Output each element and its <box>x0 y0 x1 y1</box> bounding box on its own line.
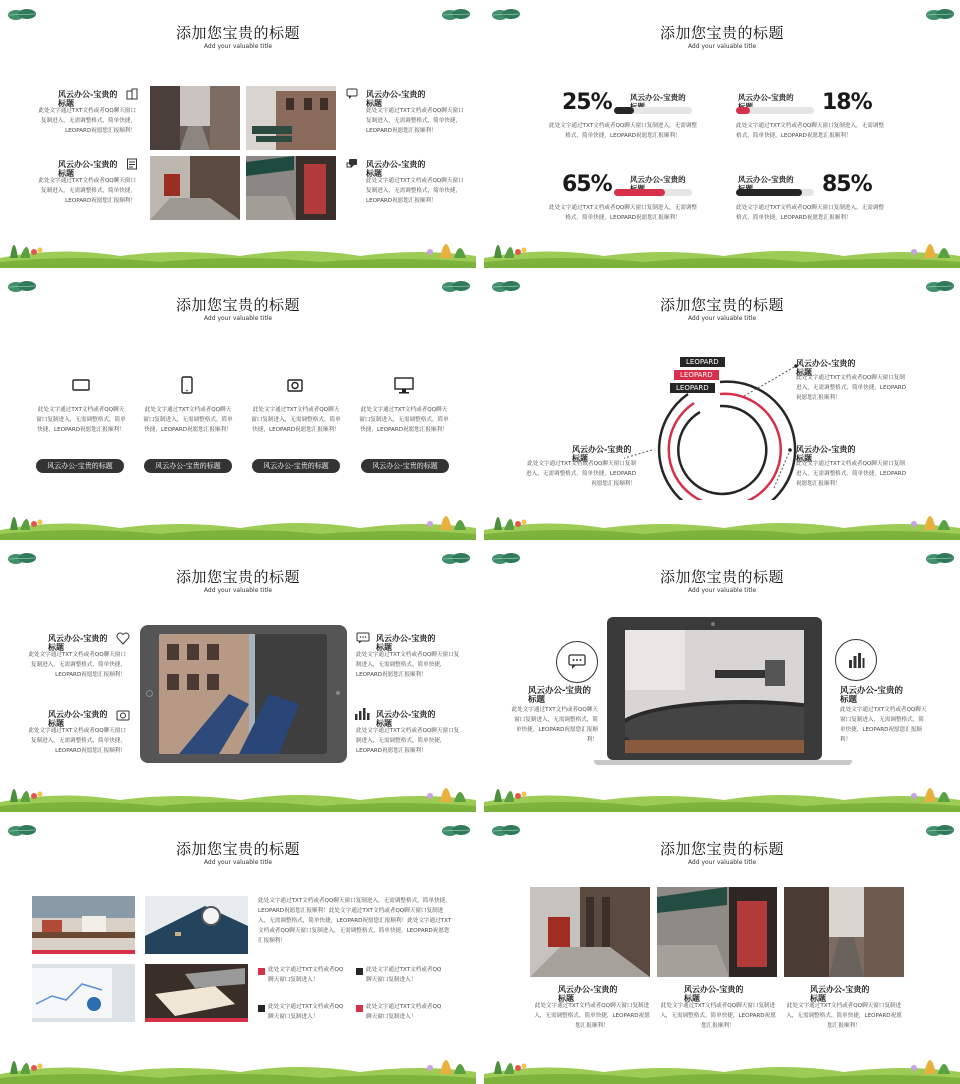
stat-heading: 风云办公-宝贵的 <box>630 175 686 184</box>
slide-4[interactable] <box>484 272 960 540</box>
title-pill-button[interactable]: 风云办公-宝贵的标题 <box>144 459 232 473</box>
grass-plants-decoration <box>0 498 476 540</box>
legend-text: 此处文字通过TXT文档或者QQ聊天窗口复制进入！ <box>268 967 344 983</box>
item-body: 此处文字通过TXT文档或者QQ聊天窗口复制进入，无需调整格式，简单快捷，LEOPARD祝愿您汇报顺利！ <box>796 375 906 401</box>
item-heading: 风云办公-宝贵的标题 <box>684 985 744 1003</box>
camera-icon <box>116 708 130 721</box>
slide-5[interactable] <box>0 544 476 812</box>
legend-swatch <box>258 968 265 975</box>
item-heading: 风云办公-宝贵的标题 <box>796 445 856 463</box>
slide-subtitle: Add your valuable title <box>203 43 273 50</box>
icon-circle <box>556 641 598 683</box>
speech-icon <box>346 158 358 170</box>
col-body: 此处文字通过TXT文档或者QQ聊天窗口复制进入，无需调整格式，简单快捷，LEOPARD祝愿您汇报顺利！ <box>36 407 126 433</box>
item-heading: 风云办公-宝贵的标题 <box>810 985 870 1003</box>
stat-progress-fill <box>736 189 802 196</box>
tablet-screen <box>159 634 327 754</box>
grass-plants-decoration <box>0 226 476 268</box>
title-pill-button[interactable]: 风云办公-宝贵的标题 <box>361 459 449 473</box>
item-body: 此处文字通过TXT文档或者QQ聊天窗口复制进入，无需调整格式，简单快捷，LEOPARD祝愿您汇报顺利！ <box>786 1003 902 1029</box>
leaf-decoration-icon <box>8 824 36 837</box>
stat-heading: 风云办公-宝贵的 <box>738 93 794 102</box>
concentric-arcs-graphic <box>624 350 824 500</box>
slide-title: 添加您宝贵的标题 <box>659 840 784 858</box>
slide-8[interactable] <box>484 816 960 1084</box>
camera-icon <box>286 376 304 394</box>
slide-subtitle: Add your valuable title <box>203 587 273 594</box>
photo-old-town <box>784 887 904 977</box>
icon-circle <box>835 639 877 681</box>
legend-text: 此处文字通过TXT文档或者QQ聊天窗口复制进入！ <box>268 1004 344 1020</box>
col-body: 此处文字通过TXT文档或者QQ聊天窗口复制进入，无需调整格式，简单快捷，LEOPARD祝愿您汇报顺利！ <box>359 407 449 433</box>
col-body: 此处文字通过TXT文档或者QQ聊天窗口复制进入，无需调整格式，简单快捷，LEOPARD祝愿您汇报顺利！ <box>251 407 341 433</box>
slide-6[interactable] <box>484 544 960 812</box>
slide-1[interactable] <box>0 0 476 268</box>
grass-plants-decoration <box>484 1042 960 1084</box>
col-body: 此处文字通过TXT文档或者QQ聊天窗口复制进入，无需调整格式，简单快捷，LEOPARD祝愿您汇报顺利！ <box>143 407 233 433</box>
legend-swatch <box>258 1005 265 1012</box>
slide-3[interactable] <box>0 272 476 540</box>
leaf-decoration-icon <box>442 824 470 837</box>
item-heading: 风云办公-宝贵的标题 <box>376 710 436 728</box>
slide-subtitle: Add your valuable title <box>687 859 757 866</box>
photo-watch <box>145 896 248 954</box>
stat-percent: 18% <box>822 90 872 115</box>
item-body: 此处文字通过TXT文档或者QQ聊天窗口复制进入，无需调整格式，简单快捷，LEOPARD祝愿您汇报顺利！ <box>38 178 136 204</box>
slide-subtitle: Add your valuable title <box>203 315 273 322</box>
item-body: 此处文字通过TXT文档或者QQ聊天窗口复制进入，无需调整格式，简单快捷，LEOPARD祝愿您汇报顺利！ <box>366 178 464 204</box>
bar-chart-icon <box>354 708 370 720</box>
item-body: 此处文字通过TXT文档或者QQ聊天窗口复制进入，无需调整格式，简单快捷，LEOPARD祝愿您汇报顺利！ <box>356 728 460 754</box>
item-heading: 风云办公-宝贵的标题 <box>558 985 618 1003</box>
leaf-decoration-icon <box>492 824 520 837</box>
item-body: 此处文字通过TXT文档或者QQ聊天窗口复制进入，无需调整格式，简单快捷，LEOPARD祝愿您汇报顺利！ <box>38 108 136 134</box>
leaf-decoration-icon <box>8 8 36 21</box>
slide-subtitle: Add your valuable title <box>687 315 757 322</box>
item-body: 此处文字通过TXT文档或者QQ聊天窗口复制进入，无需调整格式，简单快捷，LEOPARD祝愿您汇报顺利！ <box>28 652 126 678</box>
legend-swatch <box>356 968 363 975</box>
leopard-tag: LEOPARD <box>674 370 719 380</box>
leaf-decoration-icon <box>926 280 954 293</box>
item-heading: 风云办公-宝贵的标题 <box>840 686 904 705</box>
chat-icon <box>568 654 586 670</box>
laptop-screen <box>625 630 804 753</box>
item-heading: 风云办公-宝贵的标题 <box>48 710 108 728</box>
stat-heading: 风云办公-宝贵的 <box>630 93 686 102</box>
tablet-mockup <box>140 625 347 763</box>
item-heading: 风云办公-宝贵的标题 <box>58 90 118 108</box>
stat-progress-bar <box>736 189 814 196</box>
chat-icon <box>356 632 370 644</box>
slide-title: 添加您宝贵的标题 <box>175 840 300 858</box>
slide-title: 添加您宝贵的标题 <box>175 24 300 42</box>
bar-chart-icon <box>847 651 865 669</box>
slide-title: 添加您宝贵的标题 <box>659 296 784 314</box>
title-pill-button[interactable]: 风云办公-宝贵的标题 <box>252 459 340 473</box>
item-heading: 风云办公-宝贵的标题 <box>796 359 856 377</box>
photo-city-street <box>150 86 240 150</box>
leaf-decoration-icon <box>492 280 520 293</box>
building-icon <box>126 88 138 100</box>
grass-plants-decoration <box>484 770 960 812</box>
leaf-decoration-icon <box>926 8 954 21</box>
stat-progress-fill <box>614 189 665 196</box>
leaf-decoration-icon <box>8 280 36 293</box>
photo-street-signs <box>246 86 336 150</box>
stat-progress-bar <box>736 107 814 114</box>
slide-subtitle: Add your valuable title <box>687 43 757 50</box>
item-heading: 风云办公-宝贵的标题 <box>366 160 426 178</box>
item-body: 此处文字通过TXT文档或者QQ聊天窗口复制进入，无需调整格式，简单快捷，LEOPARD祝愿您汇报顺利！ <box>28 728 126 754</box>
item-body: 此处文字通过TXT文档或者QQ聊天窗口复制进入，无需调整格式，简单快捷，LEOPARD祝愿您汇报顺利！ <box>840 707 927 743</box>
photo-notebook <box>145 964 248 1022</box>
title-pill-button[interactable]: 风云办公-宝贵的标题 <box>36 459 124 473</box>
laptop-base <box>594 760 852 765</box>
heart-icon <box>116 632 130 645</box>
stat-body: 此处文字通过TXT文档或者QQ聊天窗口复制进入，无需调整格式，简单快捷，LEOPARD祝愿您汇报顺利！ <box>736 123 885 139</box>
stat-body: 此处文字通过TXT文档或者QQ聊天窗口复制进入，无需调整格式，简单快捷，LEOPARD祝愿您汇报顺利！ <box>548 205 698 221</box>
item-body: 此处文字通过TXT文档或者QQ聊天窗口复制进入，无需调整格式，简单快捷，LEOPARD祝愿您汇报顺利！ <box>511 707 598 743</box>
slide-title: 添加您宝贵的标题 <box>175 568 300 586</box>
photo-laptop-chart <box>32 964 135 1022</box>
phone-icon <box>180 376 194 394</box>
document-icon <box>126 158 138 170</box>
leaf-decoration-icon <box>442 8 470 21</box>
stat-percent: 25% <box>562 90 612 115</box>
slide-title: 添加您宝贵的标题 <box>659 24 784 42</box>
item-heading: 风云办公-宝贵的标题 <box>528 686 592 705</box>
grass-plants-decoration <box>484 498 960 540</box>
item-body: 此处文字通过TXT文档或者QQ聊天窗口复制进入，无需调整格式，简单快捷，LEOPARD祝愿您汇报顺利！ <box>534 1003 650 1029</box>
slide-title: 添加您宝贵的标题 <box>175 296 300 314</box>
photo-shopfront <box>246 156 336 220</box>
item-body: 此处文字通过TXT文档或者QQ聊天窗口复制进入，无需调整格式，简单快捷，LEOPARD祝愿您汇报顺利！ <box>526 461 636 487</box>
stat-heading: 风云办公-宝贵的 <box>738 175 794 184</box>
laptop-camera-dot <box>711 622 715 626</box>
item-body: 此处文字通过TXT文档或者QQ聊天窗口复制进入，无需调整格式，简单快捷，LEOPARD祝愿您汇报顺利！ <box>660 1003 776 1029</box>
item-heading: 风云办公-宝贵的标题 <box>366 90 426 108</box>
leaf-decoration-icon <box>926 824 954 837</box>
stat-body: 此处文字通过TXT文档或者QQ聊天窗口复制进入，无需调整格式，简单快捷，LEOPARD祝愿您汇报顺利！ <box>736 205 885 221</box>
stat-percent: 85% <box>822 172 872 197</box>
accent-strip <box>32 950 135 954</box>
stat-progress-fill <box>614 107 634 114</box>
slide-2[interactable] <box>484 0 960 268</box>
accent-strip <box>145 1018 248 1022</box>
leaf-decoration-icon <box>926 552 954 565</box>
body-paragraph: 此处文字通过TXT文档或者QQ聊天窗口复制进入，无需调整格式，简单快捷，LEOPARD祝愿您汇报顺利！此处文字通过TXT文档或者QQ聊天窗口复制进入，无需调整格式，简单快捷，LEOPARD祝愿您汇报顺利！此处文字通过TXT文档或者QQ聊天窗口复制进入，无需调整格式，简单快捷，LEOPARD祝愿您汇报顺利！ <box>258 898 452 944</box>
item-body: 此处文字通过TXT文档或者QQ聊天窗口复制进入，无需调整格式，简单快捷，LEOPARD祝愿您汇报顺利！ <box>356 652 460 678</box>
item-heading: 风云办公-宝贵的标题 <box>58 160 118 178</box>
leopard-tag: LEOPARD <box>680 357 725 367</box>
tablet-camera-dot <box>336 691 340 695</box>
item-heading: 风云办公-宝贵的标题 <box>48 634 108 652</box>
item-body: 此处文字通过TXT文档或者QQ聊天窗口复制进入，无需调整格式，简单快捷，LEOPARD祝愿您汇报顺利！ <box>796 461 906 487</box>
laptop-mockup <box>607 617 822 760</box>
photo-office-desk <box>32 896 135 954</box>
stat-progress-fill <box>736 107 750 114</box>
leopard-tag: LEOPARD <box>670 383 715 393</box>
leaf-decoration-icon <box>442 280 470 293</box>
leaf-decoration-icon <box>492 552 520 565</box>
item-heading: 风云办公-宝贵的标题 <box>572 445 632 463</box>
photo-shop-street <box>657 887 777 977</box>
stat-progress-bar <box>614 107 692 114</box>
legend-swatch <box>356 1005 363 1012</box>
leaf-decoration-icon <box>442 552 470 565</box>
photo-tram <box>150 156 240 220</box>
legend-text: 此处文字通过TXT文档或者QQ聊天窗口复制进入！ <box>366 1004 442 1020</box>
item-heading: 风云办公-宝贵的标题 <box>376 634 436 652</box>
stat-body: 此处文字通过TXT文档或者QQ聊天窗口复制进入，无需调整格式，简单快捷，LEOPARD祝愿您汇报顺利！ <box>548 123 698 139</box>
stat-progress-bar <box>614 189 692 196</box>
leaf-decoration-icon <box>492 8 520 21</box>
slide-subtitle: Add your valuable title <box>203 859 273 866</box>
grass-plants-decoration <box>484 226 960 268</box>
slide-title: 添加您宝贵的标题 <box>659 568 784 586</box>
stat-percent: 65% <box>562 172 612 197</box>
grass-plants-decoration <box>0 770 476 812</box>
monitor-icon <box>394 376 414 394</box>
slide-subtitle: Add your valuable title <box>687 587 757 594</box>
legend-text: 此处文字通过TXT文档或者QQ聊天窗口复制进入！ <box>366 967 442 983</box>
photo-tram-street <box>530 887 650 977</box>
leaf-decoration-icon <box>8 552 36 565</box>
tablet-landscape-icon <box>72 378 90 392</box>
chat-icon <box>346 88 358 100</box>
slide-7[interactable] <box>0 816 476 1084</box>
tablet-home-button <box>146 690 153 697</box>
item-body: 此处文字通过TXT文档或者QQ聊天窗口复制进入，无需调整格式，简单快捷，LEOPARD祝愿您汇报顺利！ <box>366 108 464 134</box>
grass-plants-decoration <box>0 1042 476 1084</box>
